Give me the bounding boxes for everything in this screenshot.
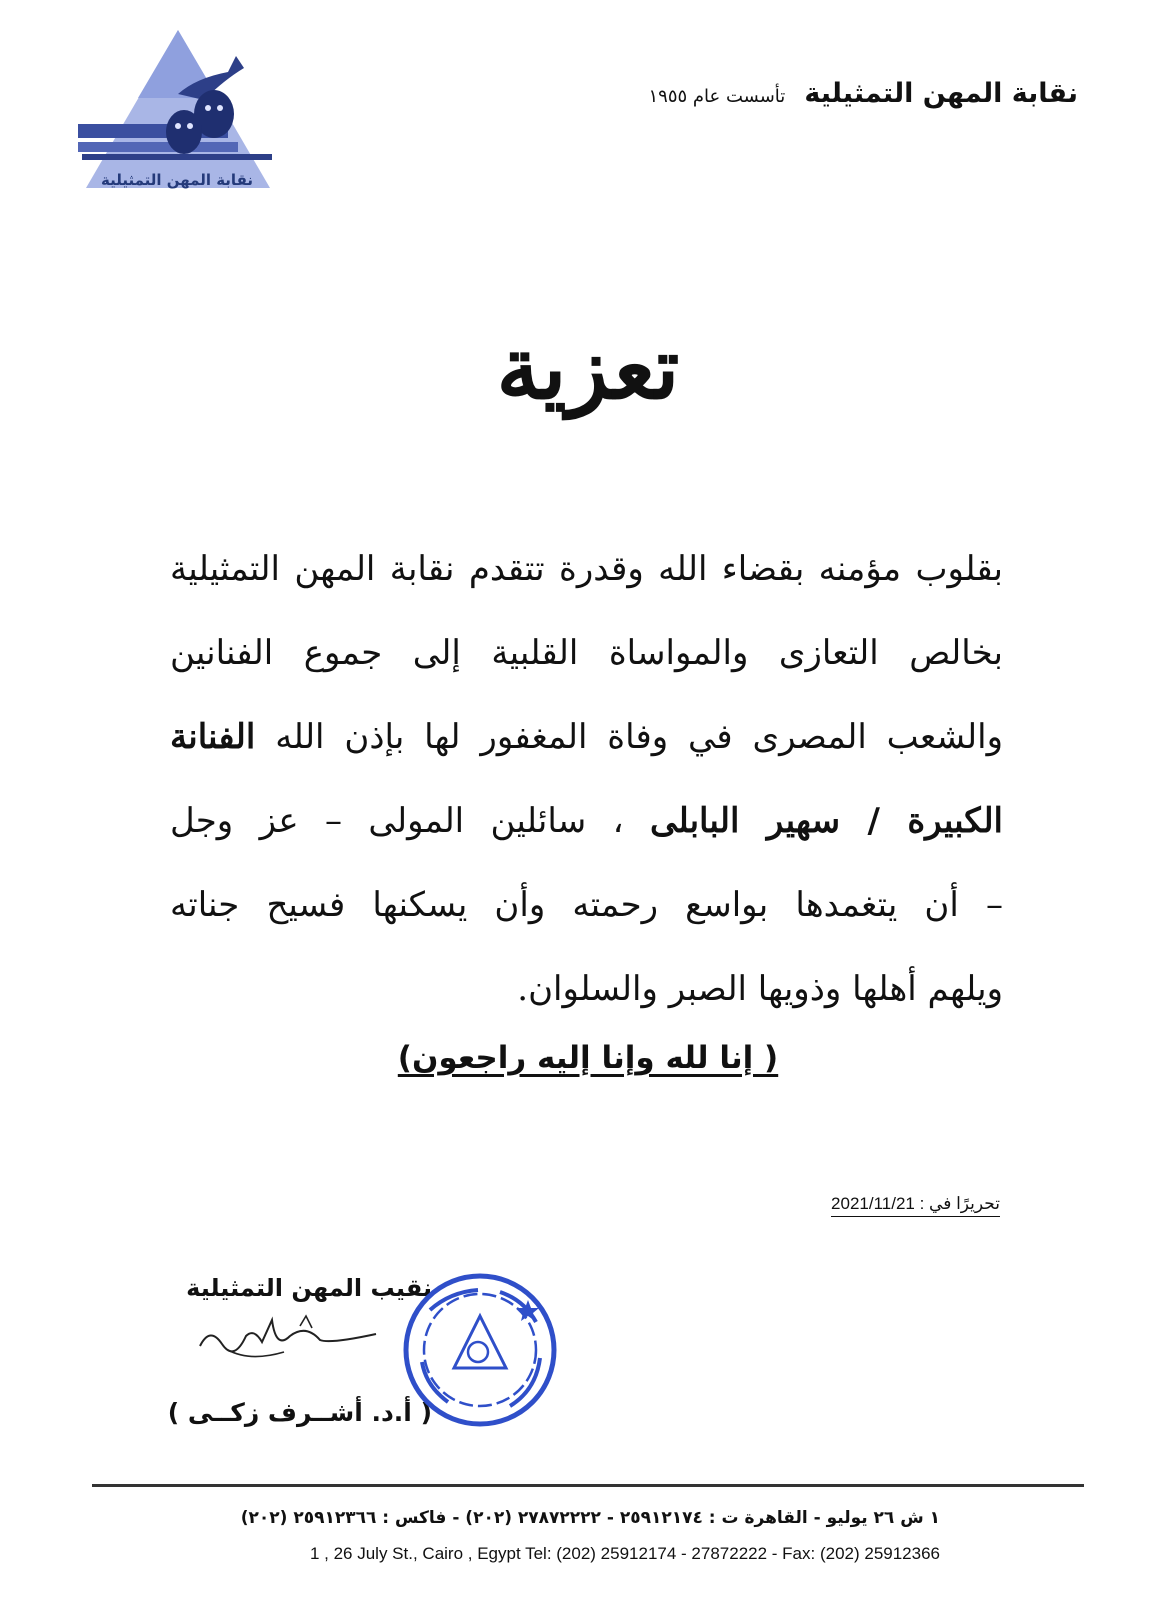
condolence-body (170, 527, 1003, 1031)
body-line: ويلهم أهلها وذويها الصبر والسلوان. (517, 969, 1003, 1009)
body-line (170, 695, 1003, 779)
deceased-name: الكبيرة / سهير البابلى (649, 801, 1003, 841)
body-line: – أن يتغمدها بواسع رحمته وأن يسكنها فسيح جناته (170, 885, 1003, 925)
signer-title: نقيب المهن التمثيلية (186, 1274, 432, 1302)
body-text: والشعب المصرى في وفاة المغفور لها بإذن الله (275, 717, 1003, 757)
footer-address-arabic: ١ ش ٢٦ يوليو - القاهرة ت : ٢٥٩١٢١٧٤ - ٢٧٨٧٢٢٢٢ (٢٠٢) - فاكس : ٢٥٩١٢٣٦٦ (٢٠٢) (240, 1508, 940, 1528)
date-label: تحريرًا في : (919, 1194, 1000, 1213)
letterhead (648, 78, 1078, 109)
body-text: ، سائلين المولى – عز وجل (170, 801, 624, 841)
body-line (170, 779, 1003, 863)
founded-date: تأسست عام ١٩٥٥ (648, 86, 786, 107)
handwritten-signature (180, 1306, 380, 1386)
footer-divider (92, 1484, 1084, 1487)
official-stamp (400, 1270, 560, 1430)
body-line: بخالص التعازى والمواساة القلبية إلى جموع الفنانين (170, 633, 1003, 673)
date-value: 2021/11/21 (831, 1194, 915, 1213)
quran-verse (0, 1040, 1176, 1076)
signer-name: ( أ.د. أشــرف زكــى ) (167, 1398, 432, 1427)
body-line: بقلوب مؤمنه بقضاء الله وقدرة تتقدم نقابة المهن التمثيلية (170, 549, 1003, 589)
issue-date (831, 1194, 1000, 1217)
verse-text: ( إنا لله وإنا إليه راجعون) (397, 1040, 779, 1076)
logo-caption: نقابة المهن التمثيلية (100, 171, 253, 189)
footer-address-english: 1 , 26 July St., Cairo , Egypt Tel: (202) 25912174 - 27872222 - Fax: (202) 25912366 (309, 1544, 940, 1563)
document-title: تعزية (496, 318, 680, 419)
org-name: نقابة المهن التمثيلية (804, 78, 1078, 109)
body-emphasis: الفنانة (170, 717, 256, 757)
